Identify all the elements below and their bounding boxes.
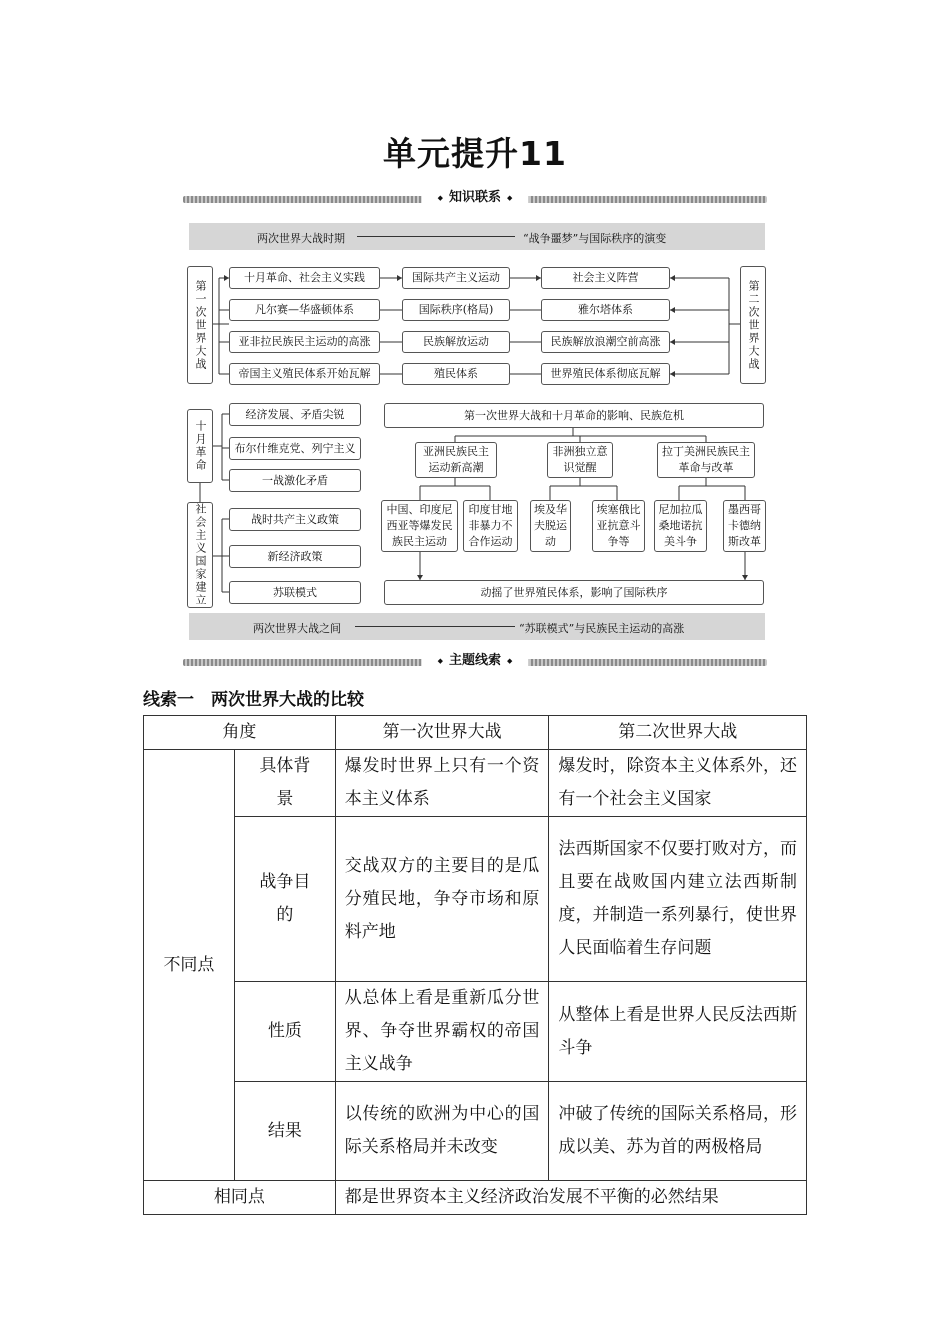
ww2-cell: 爆发时，除资本主义体系外，还有一个社会主义国家 xyxy=(549,750,807,817)
region-box: 非洲独立意识觉醒 xyxy=(547,442,613,478)
socialist-item: 新经济政策 xyxy=(229,545,361,568)
october-item: 经济发展、矛盾尖锐 xyxy=(229,403,361,426)
ww1-box: 第一次世界大战 xyxy=(187,266,213,384)
table-row xyxy=(144,982,807,1082)
ww1-cell: 爆发时世界上只有一个资本主义体系 xyxy=(335,750,549,817)
ww2-box: 第二次世界大战 xyxy=(740,266,766,384)
october-item: 布尔什维克党、列宁主义 xyxy=(229,437,361,460)
case-box: 埃塞俄比亚抗意斗争等 xyxy=(592,500,645,552)
case-box: 墨西哥卡德纳斯改革 xyxy=(723,500,766,552)
ww1-cell: 交战双方的主要目的是瓜分殖民地，争夺市场和原料产地 xyxy=(335,817,549,982)
region-box: 亚洲民族民主运动新高潮 xyxy=(415,442,497,478)
left-col-item: 帝国主义殖民体系开始瓦解 xyxy=(229,363,380,385)
socialist-item: 战时共产主义政策 xyxy=(229,508,361,531)
ww1-cell: 从总体上看是重新瓜分世界、争夺世界霸权的帝国主义战争 xyxy=(335,982,549,1082)
table-row xyxy=(144,817,807,982)
table-header-row xyxy=(144,716,807,750)
ww1-cell: 以传统的欧洲为中心的国际关系格局并未改变 xyxy=(335,1082,549,1181)
header-ww2: 第二次世界大战 xyxy=(549,716,807,750)
mid-col-item: 国际秩序(格局) xyxy=(402,299,510,321)
conclusion-box: 动摇了世界殖民体系，影响了国际秩序 xyxy=(384,580,764,605)
socialist-item: 苏联模式 xyxy=(229,581,361,604)
october-revolution-box: 十月革命 xyxy=(187,409,213,483)
right-col-item: 雅尔塔体系 xyxy=(541,299,670,321)
impact-title-box: 第一次世界大战和十月革命的影响、民族危机 xyxy=(384,403,764,428)
same-text: 都是世界资本主义经济政治发展不平衡的必然结果 xyxy=(335,1181,806,1215)
diff-label: 不同点 xyxy=(144,750,235,1181)
section-title: 线索一 两次世界大战的比较 xyxy=(143,690,364,710)
page-title: 单元提升11 xyxy=(383,134,567,173)
october-item: 一战激化矛盾 xyxy=(229,469,361,492)
bottom-band xyxy=(189,613,765,640)
case-box: 中国、印度尼西亚等爆发民族民主运动 xyxy=(381,500,458,552)
same-label: 相同点 xyxy=(144,1181,336,1215)
table-row xyxy=(144,1181,807,1215)
left-col-item: 凡尔赛—华盛顿体系 xyxy=(229,299,380,321)
left-col-item: 亚非拉民族民主运动的高涨 xyxy=(229,331,380,353)
case-box: 印度甘地非暴力不合作运动 xyxy=(463,500,518,552)
case-box: 埃及华夫脱运动 xyxy=(530,500,571,552)
ww2-cell: 法西斯国家不仅要打败对方，而且要在战败国内建立法西斯制度，并制造一系列暴行，使世界人民面临着生存问题 xyxy=(549,817,807,982)
top-band-left: 两次世界大战时期 xyxy=(257,232,345,245)
table-row xyxy=(144,750,807,817)
bottom-band-left: 两次世界大战之间 xyxy=(253,622,341,635)
aspect-cell: 结果 xyxy=(234,1082,335,1181)
top-band xyxy=(189,223,765,250)
comparison-table xyxy=(143,715,807,1215)
knowledge-banner-label: ◆ 知识联系 ◆ xyxy=(422,186,529,205)
top-band-right: “战争噩梦”与国际秩序的演变 xyxy=(523,232,667,245)
mid-col-item: 国际共产主义运动 xyxy=(402,267,510,289)
header-aspect: 角度 xyxy=(144,716,336,750)
theme-banner-label: ◆ 主题线索 ◆ xyxy=(422,649,529,668)
aspect-cell: 性质 xyxy=(234,982,335,1082)
aspect-cell: 具体背景 xyxy=(234,750,335,817)
right-col-item: 民族解放浪潮空前高涨 xyxy=(541,331,670,353)
region-box: 拉丁美洲民族民主革命与改革 xyxy=(657,442,755,478)
right-col-item: 世界殖民体系彻底瓦解 xyxy=(541,363,670,385)
ww2-cell: 从整体上看是世界人民反法西斯斗争 xyxy=(549,982,807,1082)
left-col-item: 十月革命、社会主义实践 xyxy=(229,267,380,289)
aspect-cell: 战争目的 xyxy=(234,817,335,982)
mid-col-item: 殖民体系 xyxy=(402,363,510,385)
theme-banner xyxy=(183,651,767,671)
ww2-cell: 冲破了传统的国际关系格局，形成以美、苏为首的两极格局 xyxy=(549,1082,807,1181)
right-col-item: 社会主义阵营 xyxy=(541,267,670,289)
mid-col-item: 民族解放运动 xyxy=(402,331,510,353)
table-row xyxy=(144,1082,807,1181)
header-ww1: 第一次世界大战 xyxy=(335,716,549,750)
socialist-state-box: 社会主义国家建立 xyxy=(187,502,213,608)
bottom-band-right: “苏联模式”与民族民主运动的高涨 xyxy=(519,622,685,635)
case-box: 尼加拉瓜桑地诺抗美斗争 xyxy=(654,500,707,552)
